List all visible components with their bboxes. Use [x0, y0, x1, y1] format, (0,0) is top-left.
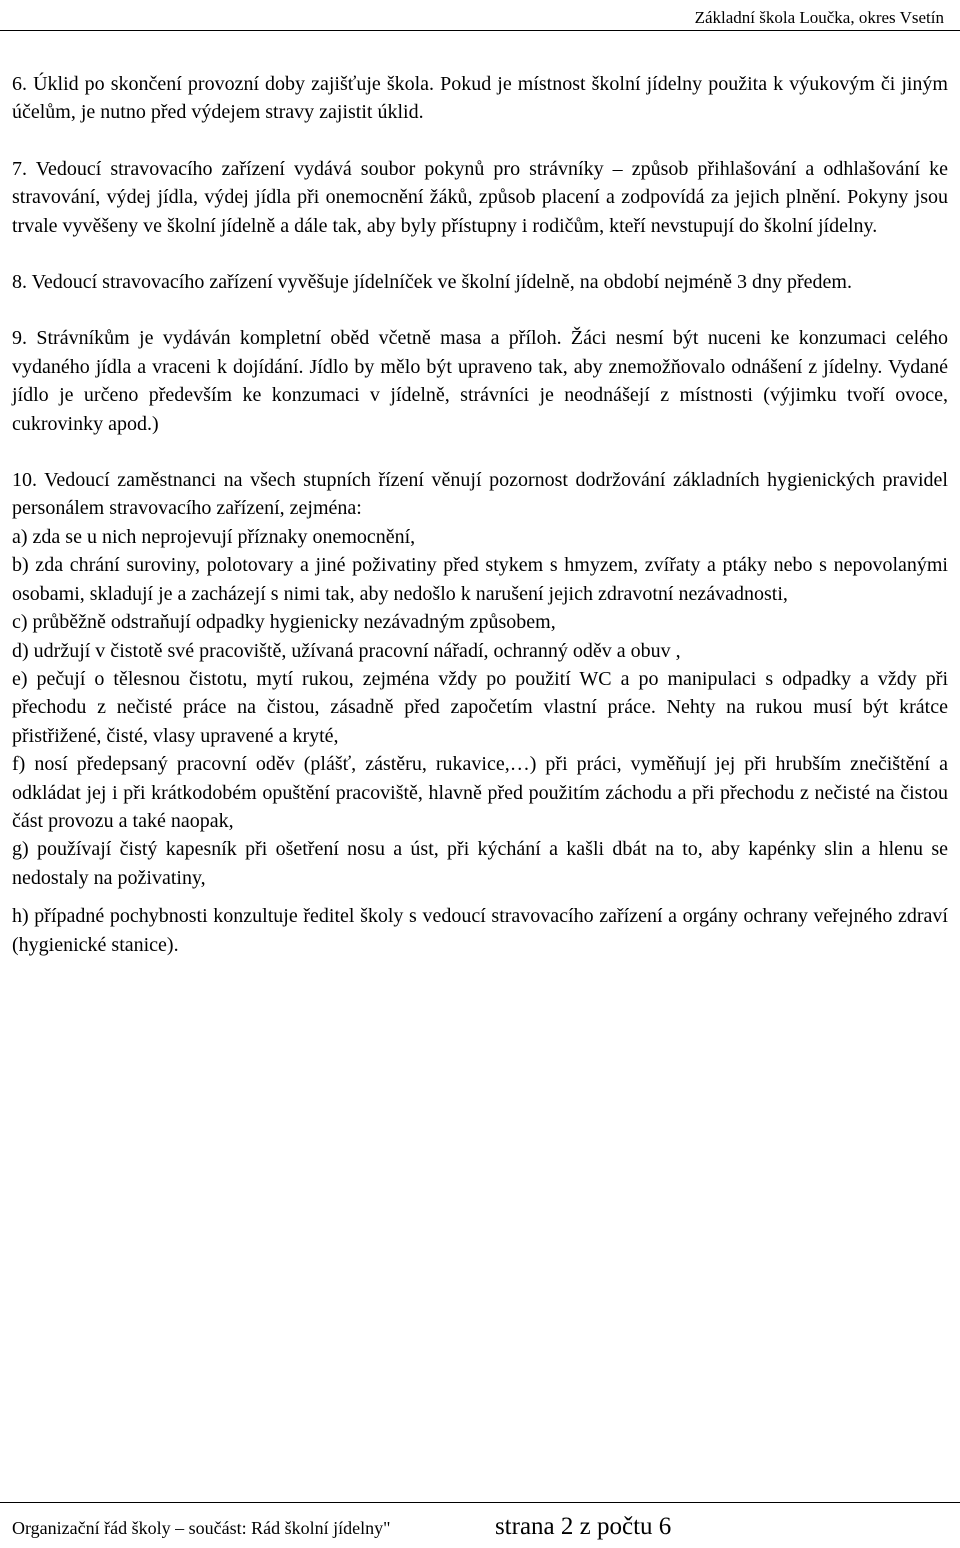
page-number: strana 2 z počtu 6 [494, 1513, 672, 1540]
list-item-e: e) pečují o tělesnou čistotu, mytí rukou, zejména vždy po použití WC a po manipulaci s odpadky a vždy při přechodu z nečisté práce na čistou, zásadně před započetím vlastní práce. Nehty na rukou musí být krátce přistřižené, čisté, vlasy upravené a kryté, [12, 667, 948, 747]
list-item-a: a) zda se u nich neprojevují příznaky onemocnění, [12, 525, 416, 548]
paragraph-10: 10. Vedoucí zaměstnanci na všech stupních řízení věnují pozornost dodržování základních hygienických pravidel personálem stravovacího zařízení, zejména: [12, 469, 948, 520]
list-item-b: b) zda chrání suroviny, polotovary a jiné poživatiny před stykem s hmyzem, zvířaty a ptáky nebo s nepovolanými osobami, skladují je a zacházejí s nimi tak, aby nedošlo k narušení jejich zdravotní nezávadnosti, [12, 554, 948, 605]
paragraph-8: 8. Vedoucí stravovacího zařízení vyvěšuje jídelníček ve školní jídelně, na období nejméně 3 dny předem. [12, 271, 852, 294]
list-item-g: g) používají čistý kapesník při ošetření nosu a úst, při kýchání a kašli dbát na to, aby kapénky slin a hlenu se nedostaly na poživatiny, [12, 838, 948, 889]
page-footer [0, 1502, 960, 1541]
list-item-c: c) průběžně odstraňují odpadky hygienicky nezávadným způsobem, [12, 611, 556, 634]
list-item-h: h) případné pochybnosti konzultuje ředitel školy s vedoucí stravovacího zařízení a orgány ochrany veřejného zdraví (hygienické stanice). [12, 905, 948, 956]
paragraph-9: 9. Strávníkům je vydáván kompletní oběd včetně masa a příloh. Žáci nesmí být nuceni ke konzumaci celého vydaného jídla a vraceni k dojídání. Jídlo by mělo být upraveno tak, aby znemožňovalo odnášení z jídelny. Vydané jídlo je určeno především ke konzumaci v jídelně, strávníci je neodnášejí z místnosti (výjimku tvoří ovoce, cukrovinky apod.) [12, 327, 948, 435]
document-title: Organizační řád školy – součást: Rád školní jídelny" [12, 1518, 391, 1538]
paragraph-6: 6. Úklid po skončení provozní doby zajišťuje škola. Pokud je místnost školní jídelny použita k výukovým či jiným účelům, je nutno před výdejem stravy zajistit úklid. [12, 73, 948, 124]
list-item-f: f) nosí předepsaný pracovní oděv (plášť, zástěru, rukavice,…) při práci, vyměňují jej při hrubším znečištění a odkládat jej i při krátkodobém opuštění pracoviště, hlavně před použitím záchodu a při přechodu z nečisté na čistou část provozu a také naopak, [12, 753, 948, 832]
school-name: Základní škola Loučka, okres Vsetín [694, 8, 944, 27]
document-body [12, 70, 948, 959]
page-header [0, 6, 960, 31]
paragraph-7: 7. Vedoucí stravovacího zařízení vydává soubor pokynů pro strávníky – způsob přihlašování a odhlašování ke stravování, výdej jídla, výdej jídla při onemocnění žáků, způsob placení a zodpovídá za jejich plnění. Pokyny jsou trvale vyvěšeny ve školní jídelně a dále tak, aby byly přístupny i rodičům, kteří nevstupují do školní jídelny. [12, 157, 948, 237]
list-item-d: d) udržují v čistotě své pracoviště, užívaná pracovní nářadí, ochranný oděv a obuv , [12, 639, 681, 662]
